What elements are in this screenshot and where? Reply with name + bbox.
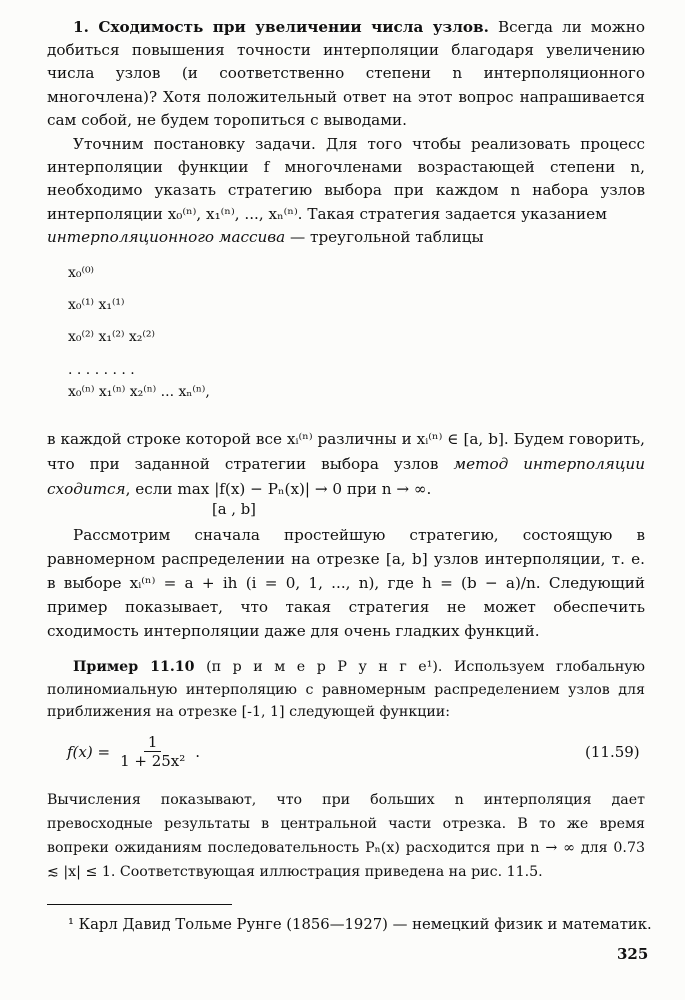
paragraph-5: Вычисления показывают, что при больших n интерполяция дает превосходные результаты в центральной части отрезка. В то же время вопреки ожиданиям последовательность Pₙ(x) расходится при n → ∞ для 0.73 ≲ |x| ≤ 1. Соответствующая иллюстрация приведена на рис. 11.5. (47, 792, 645, 880)
paragraph-text: Уточним постановку задачи. Для того чтобы реализовать процесс интерполяции функции f многочленами возрастающей степени n, необходимо указать стратегию выбора при каждом n набора узлов интерполяции x₀⁽ⁿ⁾, x₁⁽ⁿ⁾, ..., xₙ⁽ⁿ⁾. Такая стратегия задается указанием (47, 135, 645, 223)
array-row: x₀⁽²⁾ x₁⁽²⁾ x₂⁽²⁾ (68, 329, 155, 345)
equation-tail: . (195, 742, 201, 761)
paragraph-text: Всегда ли можно добиться повышения точности интерполяции благодаря увеличению числа узлов (и соответственно степени n интерполяционного многочлена)? Хотя положительный ответ на этот вопрос напрашивается сам собой, не будем торопиться с выводами. (47, 18, 645, 129)
fraction-denominator: 1 + 25x² (120, 752, 186, 770)
footnote: ¹ Карл Давид Тольме Рунге (1856—1927) — немецкий физик и математик. (68, 916, 652, 933)
paragraph-text: — треугольной таблицы (285, 227, 484, 246)
array-row: x₀⁽¹⁾ x₁⁽¹⁾ (68, 297, 125, 313)
array-row: x₀⁽ⁿ⁾ x₁⁽ⁿ⁾ x₂⁽ⁿ⁾ ... xₙ⁽ⁿ⁾, (68, 384, 210, 400)
section-paragraph-1 (47, 16, 645, 132)
array-row: x₀⁽⁰⁾ (68, 265, 94, 281)
example-text: Используем глобальную полиномиальную интерполяцию с равномерным распределением узлов для приближения на отрезке [-1, 1] следующей функции: (47, 659, 645, 720)
equation-number: (11.59) (585, 743, 640, 761)
example-label: Пример 11.10 (73, 659, 195, 675)
section-heading: 1. Сходимость при увеличении числа узлов. (73, 18, 489, 36)
fraction (116, 733, 189, 770)
paragraph-3 (47, 427, 645, 502)
paragraph-4: Рассмотрим сначала простейшую стратегию, состоящую в равномерном распределении на отрезке [a, b] узлов интерполяции, т. е. в выборе xᵢ⁽ⁿ⁾ = a + ih (i = 0, 1, ..., n), где h = (b − a)/n. Следующий пример показывает, что такая стратегия не может обеспечить сходимость интерполяции даже для очень гладких функций. (47, 526, 645, 640)
footnote-divider (47, 904, 232, 905)
equation (67, 733, 200, 770)
example-spaced: (п р и м е р Р у н г е¹). (206, 659, 443, 675)
italic-term: интерполяционного массива (47, 227, 286, 246)
paragraph-text: в каждой строке которой все xᵢ⁽ⁿ⁾ различны и xᵢ⁽ⁿ⁾ ∈ [a, b]. Будем говорить, что при заданной стратегии выбора узлов (47, 430, 645, 473)
equation-lhs: f(x) = (67, 742, 111, 761)
max-interval-label: [a , b] (212, 501, 256, 518)
example-paragraph (47, 656, 645, 724)
fraction-numerator: 1 (144, 733, 162, 752)
paragraph-text: , если max |f(x) − Pₙ(x)| → 0 при n → ∞. (125, 480, 432, 498)
page-number: 325 (617, 945, 649, 963)
italic-term: метод интерполяции сходится (47, 455, 645, 498)
array-row: . . . . . . . . (68, 362, 135, 378)
section-paragraph-2 (47, 133, 645, 249)
